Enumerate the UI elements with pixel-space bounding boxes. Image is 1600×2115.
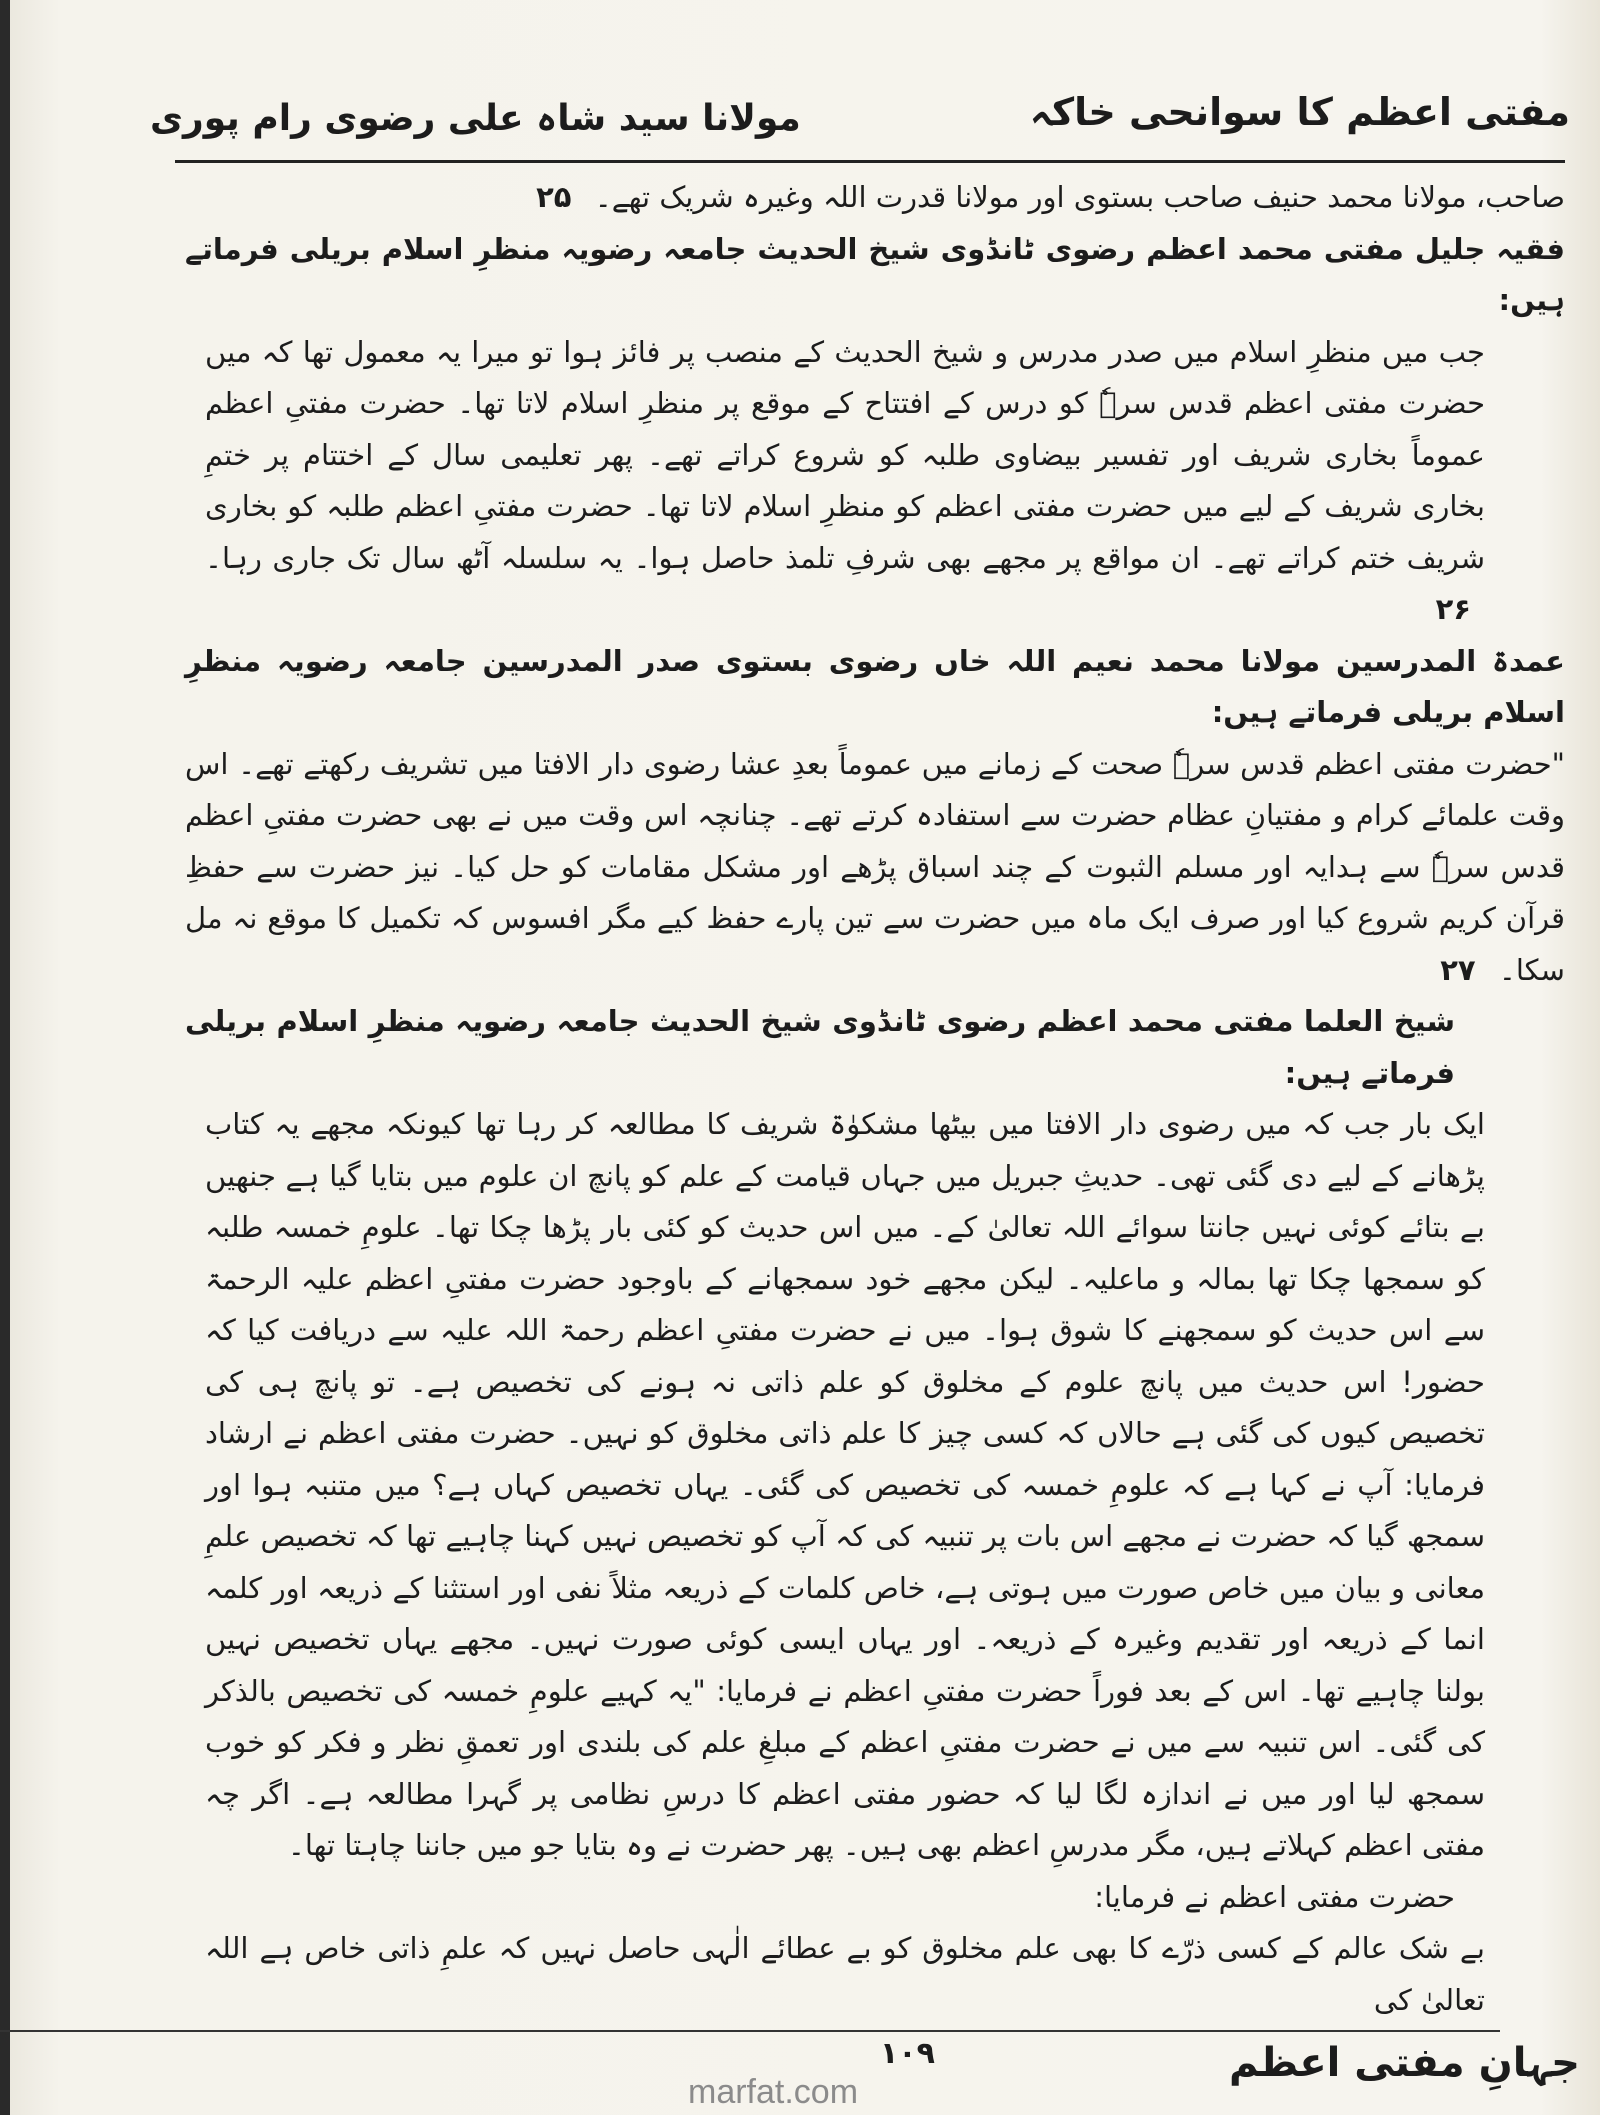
paragraph-text: ایک بار جب کہ میں رضوی دار الافتا میں بیٹھا مشکوٰۃ شریف کا مطالعہ کر رہا تھا کیونکہ مجھے یہ کتاب پڑھانے کے لیے دی گئی تھی۔ حدیثِ جبریل میں جہاں قیامت کے علم کو پانچ ان علوم میں بتایا گیا ہے جنھیں بے بتائے کوئی نہیں جانتا سوائے اللہ تعالیٰ کے۔ میں اس حدیث کو کئی بار پڑھا چکا تھا۔ علومِ خمسہ طلبہ کو سمجھا چکا تھا بمالہ و ماعلیہ۔ لیکن مجھے خود سمجھانے کے باوجود حضرت مفتیِ اعظم علیہ الرحمۃ سے اس حدیث کو سمجھنے کا شوق ہوا۔ میں نے حضرت مفتیِ اعظم رحمۃ اللہ علیہ سے دریافت کیا کہ حضور! اس حدیث میں پانچ علوم کے مخلوق کو علم ذاتی نہ ہونے کی تخصیص ہے۔ تو پانچ ہی کی تخصیص کیوں کی گئی ہے حالاں کہ کسی چیز کا علم ذاتی مخلوق کو نہیں۔ حضرت مفتی اعظم نے ارشاد فرمایا: آپ نے کہا ہے کہ علومِ خمسہ کی تخصیص کی گئی۔ یہاں تخصیص کہاں ہے؟ میں متنبہ ہوا اور سمجھ گیا کہ حضرت نے مجھے اس بات پر تنبیہ کی کہ آپ کو تخصیص نہیں کہنا چاہیے تھا کہ تخصیص علمِ معانی و بیان میں خاص صورت میں ہوتی ہے، خاص کلمات کے ذریعہ مثلاً نفی اور استثنا کے ذریعہ اور کلمہ انما کے ذریعہ اور تقدیم وغیرہ کے ذریعہ۔ اور یہاں ایسی کوئی صورت نہیں۔ مجھے یہاں تخصیص نہیں بولنا چاہیے تھا۔ اس کے بعد فوراً حضرت مفتیِ اعظم نے فرمایا: "یہ کہیے علومِ خمسہ کی تخصیص بالذکر کی گئی۔ اس تنبیہ سے میں نے حضرت مفتیِ اعظم کے مبلغِ علم کی بلندی اور تعمقِ نظر و فکر کو خوب سمجھ لیا اور میں نے اندازہ لگا لیا کہ حضور مفتی اعظم کا درسِ نظامی پر گہرا مطالعہ ہے۔ اگر چہ مفتی اعظم کہلاتے ہیں، مگر مدرسِ اعظم بھی ہیں۔ پھر حضرت نے وہ بتایا جو میں جاننا چاہتا تھا۔ — [205, 1107, 1485, 1862]
paragraph-text: صاحب، مولانا محمد حنیف صاحب بستوی اور مولانا قدرت اللہ وغیرہ شریک تھے۔ — [594, 180, 1565, 214]
header-chapter-title: مفتی اعظم کا سوانحی خاکہ — [1029, 90, 1570, 134]
paragraph-9 — [185, 1923, 1565, 2026]
paragraph-text: بے شک عالم کے کسی ذرّے کا بھی علم مخلوق کو بے عطائے الٰہی حاصل نہیں کہ علمِ ذاتی خاص ہے اللہ تعالیٰ کی — [205, 1931, 1485, 2017]
paragraph-text: جب میں منظرِ اسلام میں صدر مدرس و شیخ الحدیث کے منصب پر فائز ہوا تو میرا یہ معمول تھا کہ میں حضرت مفتی اعظم قدس سرہٗ کو درس کے افتتاح کے موقع پر منظرِ اسلام لاتا تھا۔ حضرت مفتیِ اعظم عموماً بخاری شریف اور تفسیر بیضاوی طلبہ کو شروع کراتے تھے۔ پھر تعلیمی سال کے اختتام پر ختمِ بخاری شریف کے لیے میں حضرت مفتی اعظم کو منظرِ اسلام لاتا تھا۔ حضرت مفتیِ اعظم طلبہ کو بخاری شریف ختم کراتے تھے۔ ان مواقع پر مجھے بھی شرفِ تلمذ حاصل ہوا۔ یہ سلسلہ آٹھ سال تک جاری رہا۔ — [205, 334, 1485, 575]
footer-book-title: جہانِ مفتی اعظم — [1229, 2040, 1580, 2086]
paragraph-1 — [185, 172, 1565, 224]
paragraph-text: شیخ العلما مفتی محمد اعظم رضوی ٹانڈوی شیخ الحدیث جامعہ رضویہ منظرِ اسلام بریلی فرماتے ہیں: — [185, 1004, 1455, 1090]
page-binding-edge — [0, 0, 10, 2115]
paragraph-3-quote — [185, 327, 1565, 636]
running-header — [150, 90, 1590, 170]
watermark-text: marfat.com — [688, 2073, 859, 2111]
footer-divider — [200, 2030, 1500, 2032]
paragraph-5-quote — [185, 739, 1565, 997]
footnote-ref: ۲۶ — [1435, 592, 1471, 626]
footnote-ref: ۲۵ — [536, 180, 572, 214]
paragraph-text: فقیہ جلیل مفتی محمد اعظم رضوی ٹانڈوی شیخ الحدیث جامعہ رضویہ منظرِ اسلام بریلی فرماتے ہیں: — [185, 231, 1565, 317]
paragraph-text: حضرت مفتی اعظم نے فرمایا: — [1094, 1879, 1455, 1914]
header-divider — [175, 160, 1565, 163]
paragraph-2-intro — [185, 224, 1565, 327]
paragraph-text: "حضرت مفتی اعظم قدس سرہٗ صحت کے زمانے میں عموماً بعدِ عشا رضوی دار الافتا میں تشریف رکھتے تھے۔ اس وقت علمائے کرام و مفتیانِ عظام حضرت سے استفادہ کرتے تھے۔ چنانچہ اس وقت میں نے بھی حضرت مفتیِ اعظم قدس سرہٗ سے ہدایہ اور مسلم الثبوت کے چند اسباق پڑھے اور مشکل مقامات کو حل کیا۔ نیز حضرت سے حفظِ قرآن کریم شروع کیا اور صرف ایک ماہ میں حضرت سے تین پارے حفظ کیے مگر افسوس کہ تکمیل کا موقع نہ مل سکا۔ — [185, 746, 1565, 987]
paragraph-6-intro — [185, 996, 1565, 1099]
page-body — [185, 172, 1565, 2026]
footnote-ref: ۲۷ — [1440, 952, 1476, 987]
paragraph-8 — [185, 1872, 1565, 1924]
header-author-name: مولانا سید شاہ علی رضوی رام پوری — [150, 98, 801, 139]
paragraph-4-intro — [185, 636, 1565, 739]
page-number: ۱۰۹ — [880, 2036, 935, 2071]
paragraph-text: عمدۃ المدرسین مولانا محمد نعیم اللہ خاں رضوی بستوی صدر المدرسین جامعہ رضویہ منظرِ اسلام بریلی فرماتے ہیں: — [185, 643, 1565, 729]
paragraph-7-quote — [185, 1099, 1565, 1872]
footer-divider-left — [0, 2030, 200, 2032]
